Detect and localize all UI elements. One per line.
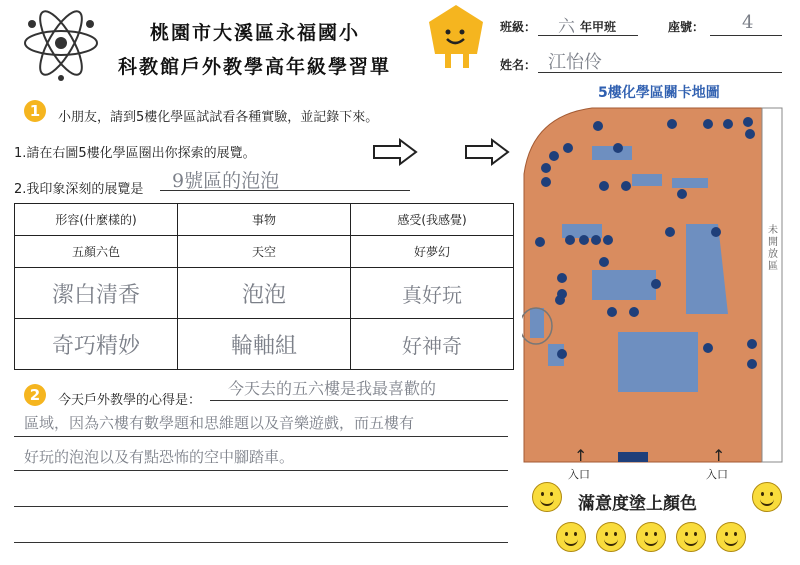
class-label: 班級： xyxy=(500,20,537,34)
class-suffix: 年甲班 xyxy=(580,20,617,34)
rating-smiley-2[interactable] xyxy=(596,522,626,552)
question-1: 1.請在右圖5樓化學區圈出你探索的展覽。 xyxy=(14,146,256,161)
reflection-line: 區域，因為六樓有數學題和思維題以及音樂遊戲，而五樓有 xyxy=(24,414,415,432)
example-cell: 五顏六色 xyxy=(15,236,178,268)
answer-cell: 泡泡 xyxy=(178,268,351,319)
table-row xyxy=(15,268,514,319)
name-label: 姓名： xyxy=(500,58,537,72)
atom-logo xyxy=(20,4,102,82)
rating-smiley-3[interactable] xyxy=(636,522,666,552)
arrow-right-icon xyxy=(464,138,510,166)
mascot-icon xyxy=(425,2,487,72)
class-value: 六 xyxy=(558,17,575,37)
name-value: 江怡伶 xyxy=(548,52,602,73)
school-name: 桃園市大溪區永福國小 xyxy=(150,22,361,44)
rating-smiley-5[interactable] xyxy=(716,522,746,552)
observation-table xyxy=(14,203,514,370)
seat-label: 座號： xyxy=(668,20,705,34)
section-2-label: 今天戶外教學的心得是： xyxy=(58,393,202,408)
answer-cell: 輪軸組 xyxy=(178,319,351,370)
arrow-up-icon: ↑ xyxy=(712,446,726,465)
reflection-line: 今天去的五六樓是我最喜歡的 xyxy=(228,379,437,398)
section-1-badge: 1 xyxy=(24,100,46,122)
table-header: 事物 xyxy=(178,204,351,236)
arrow-up-icon: ↑ xyxy=(574,446,588,465)
worksheet-title: 科教館戶外教學高年級學習單 xyxy=(118,56,392,78)
map-title: 5樓化學區關卡地圖 xyxy=(598,85,720,101)
answer-cell: 好神奇 xyxy=(351,319,514,370)
table-header: 形容(什麼樣的) xyxy=(15,204,178,236)
answer-cell: 真好玩 xyxy=(351,268,514,319)
rating-smiley-4[interactable] xyxy=(676,522,706,552)
smiley-icon xyxy=(752,482,782,512)
example-cell: 好夢幻 xyxy=(351,236,514,268)
example-cell: 天空 xyxy=(178,236,351,268)
answer-cell: 奇巧精妙 xyxy=(15,319,178,370)
smiley-icon xyxy=(532,482,562,512)
reflection-line: 好玩的泡泡以及有點恐怖的空中腳踏車。 xyxy=(24,448,295,466)
answer-cell: 潔白清香 xyxy=(15,268,178,319)
satisfaction-label: 滿意度塗上顏色 xyxy=(578,494,697,514)
question-2-answer: 9號區的泡泡 xyxy=(172,170,280,192)
entrance-label: 入口 xyxy=(568,468,590,481)
arrow-right-icon xyxy=(372,138,418,166)
entrance-label: 入口 xyxy=(706,468,728,481)
table-row xyxy=(15,319,514,370)
rating-smiley-1[interactable] xyxy=(556,522,586,552)
section-2-badge: 2 xyxy=(24,384,46,406)
question-2-label: 2.我印象深刻的展覽是 xyxy=(14,182,144,197)
floor-map xyxy=(522,104,784,464)
table-header: 感受(我感覺) xyxy=(351,204,514,236)
seat-value: 4 xyxy=(742,12,754,33)
section-1-intro: 小朋友，請到5樓化學區試試看各種實驗，並記錄下來。 xyxy=(58,110,379,125)
unopened-area-label: 未開放區 xyxy=(768,225,778,272)
